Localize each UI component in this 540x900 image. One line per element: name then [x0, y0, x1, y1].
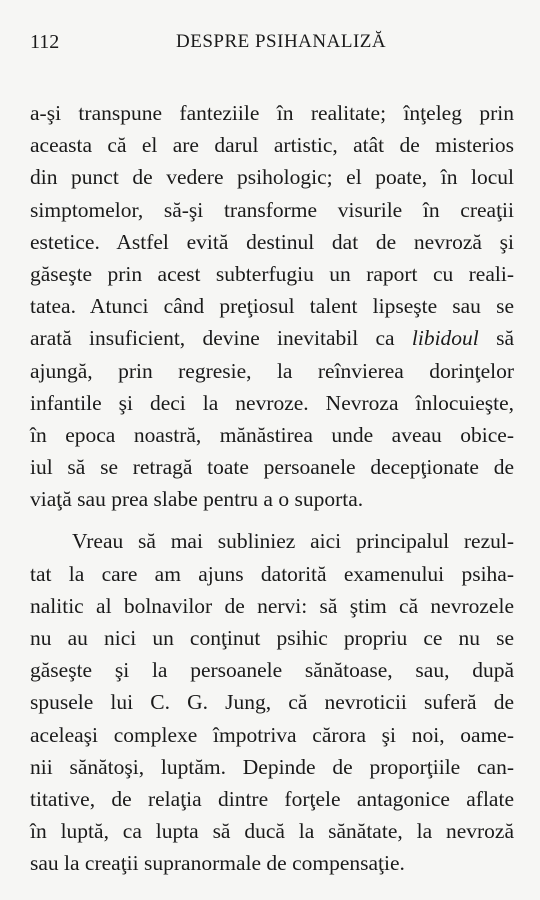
- text-line: titative, de relaţia dintre forţele antagonice aflate: [30, 786, 514, 811]
- text-line: sau la creaţii supranormale de compensaţie.: [30, 851, 405, 876]
- text-line: nii sănătoşi, luptăm. Depinde de proporţiile can-: [30, 754, 514, 779]
- text-line: aceasta că el are darul artistic, atât de misterios: [30, 133, 514, 158]
- text-line: în luptă, ca lupta să ducă la sănătate, la nevroză: [30, 819, 514, 844]
- paragraph-2: [30, 525, 514, 879]
- text-line: din punct de vedere psihologic; el poate, în locul: [30, 165, 514, 190]
- text-line: aceleaşi complexe împotriva cărora şi noi, oame-: [30, 722, 514, 747]
- text-line: găseşte prin acest subterfugiu un raport cu reali-: [30, 261, 514, 286]
- text-line: în epoca noastră, mănăstirea unde aveau obice-: [30, 422, 514, 447]
- text-segment: arată insuficient, devine inevitabil ca: [30, 326, 395, 351]
- text-line: estetice. Astfel evită destinul dat de nevroză şi: [30, 229, 514, 254]
- body-text: [30, 97, 514, 880]
- page-header: [22, 30, 518, 54]
- italic-term: libidoul: [411, 326, 479, 351]
- text-line: spusele lui C. G. Jung, că nevroticii suferă de: [30, 690, 514, 715]
- text-line-with-italic: [30, 322, 514, 354]
- page-number: 112: [30, 31, 60, 53]
- text-line: nalitic al bolnavilor de nervi: să ştim că nevrozele: [30, 593, 514, 618]
- text-line: tat la care am ajuns datorită examenului psiha-: [30, 561, 514, 586]
- text-line: iul să se retragă toate persoanele decepţionate de: [30, 455, 514, 480]
- text-line: găseşte şi la persoanele sănătoase, sau, după: [30, 658, 514, 683]
- running-head: DESPRE PSIHANALIZĂ: [176, 31, 387, 52]
- text-line: ajungă, prin regresie, la reînvierea dorinţelor: [30, 358, 514, 383]
- paragraph-1: [30, 97, 514, 515]
- text-segment: să: [496, 326, 514, 351]
- text-line: viaţă sau prea slabe pentru a o suporta.: [30, 487, 364, 512]
- text-line: a-şi transpune fanteziile în realitate; înţeleg prin: [30, 101, 514, 125]
- text-line: simptomelor, să-şi transforme visurile în creaţii: [30, 197, 514, 222]
- text-line: Vreau să mai subliniez aici principalul rezul-: [72, 529, 514, 554]
- text-line: tatea. Atunci când preţiosul talent lipseşte sau se: [30, 294, 514, 319]
- text-line: nu au nici un conţinut psihic propriu ce nu se: [30, 626, 514, 650]
- text-line: infantile şi deci la nevroze. Nevroza înlocuieşte,: [30, 390, 514, 415]
